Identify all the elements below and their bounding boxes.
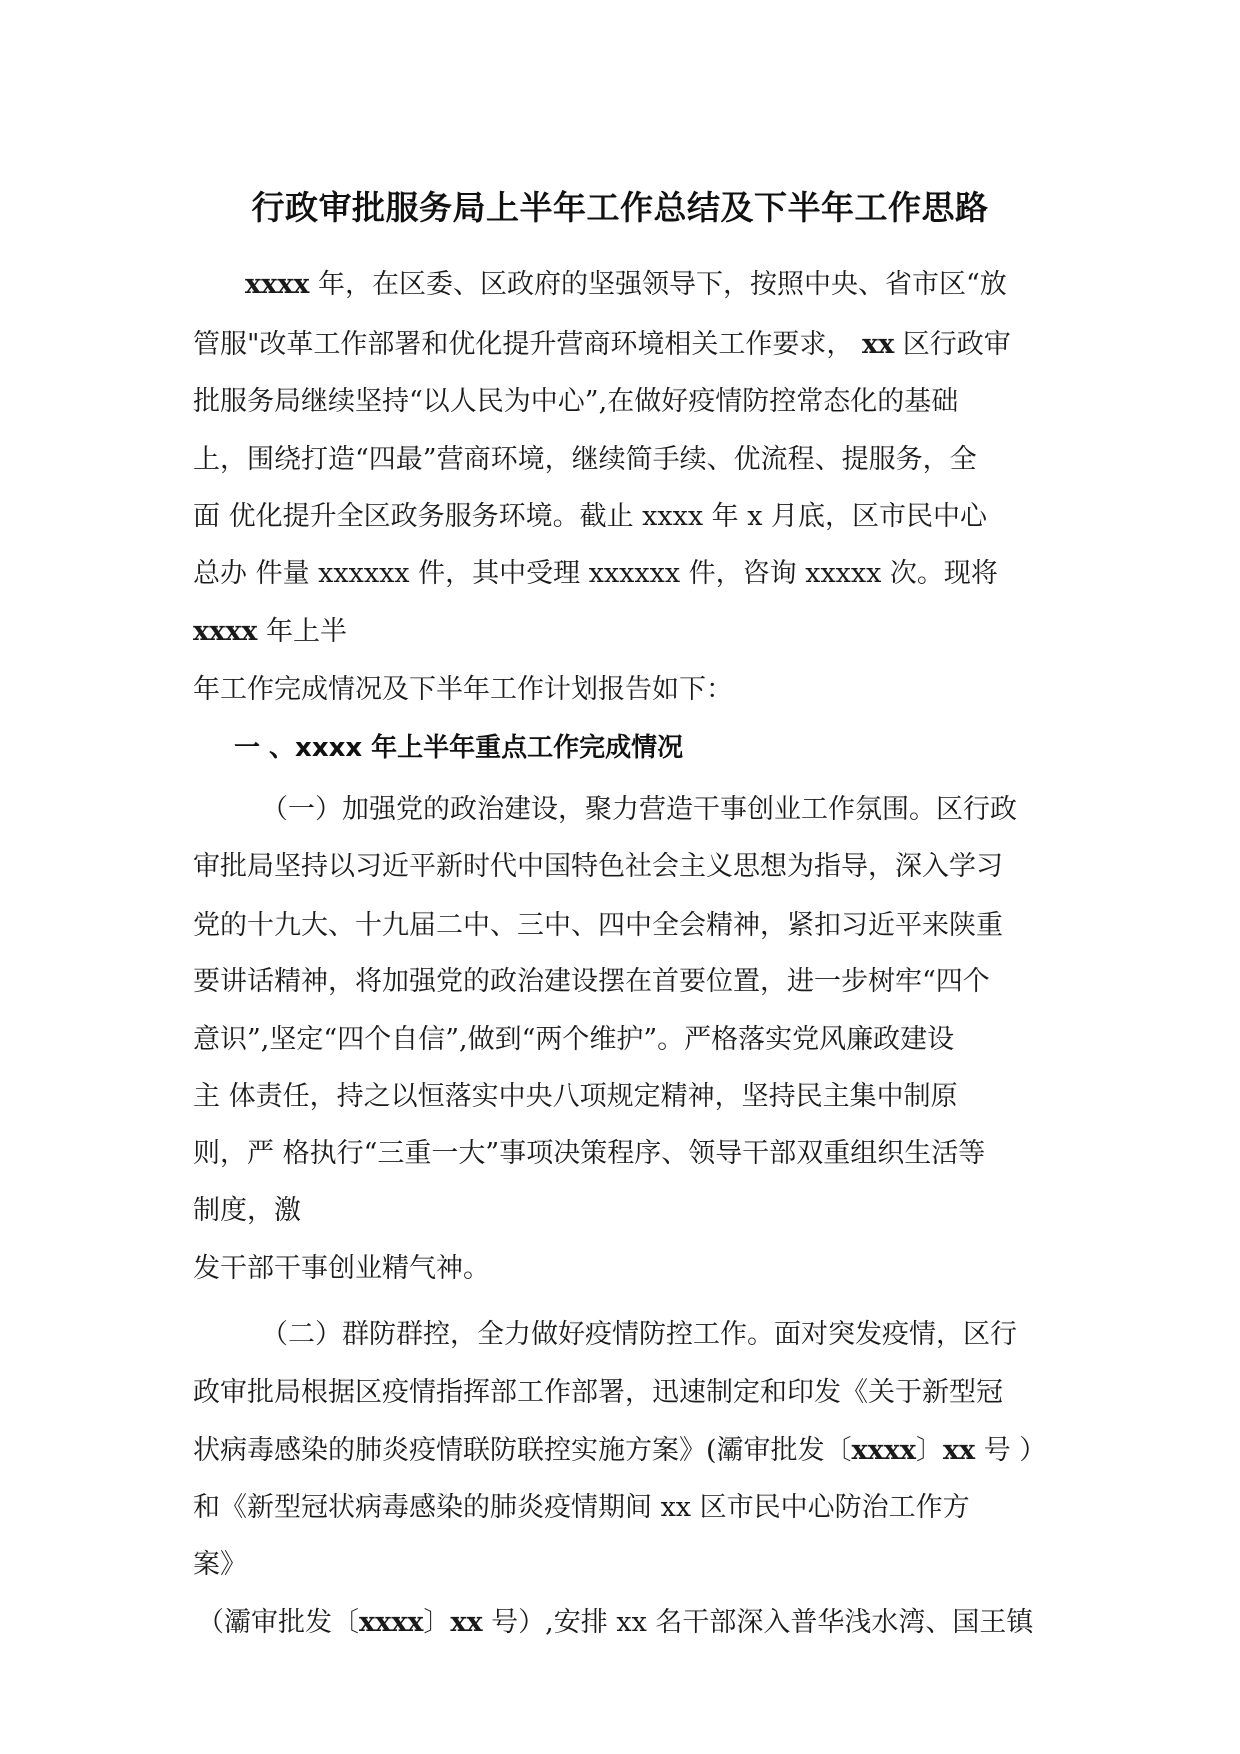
- para2-line-3: [193, 1431, 1046, 1471]
- para2-line-1: （二）群防群控，全力做好疫情防控工作。面对突发疫情，区行: [261, 1319, 1017, 1350]
- intro-line-6: 总办 件量 xxxxxx 件，其中受理 xxxxxx 件，咨询 xxxxx 次。现将: [193, 558, 998, 589]
- para1-line-8: 制度，激: [193, 1195, 301, 1226]
- para2-line-2: 政审批局根据区疫情指挥部工作部署，迅速制定和印发《关于新型冠: [193, 1377, 1003, 1408]
- para-text: 号）,安排 xx 名干部深入普华浅水湾、国王镇: [482, 1607, 1034, 1638]
- intro-text: 管服"改革工作部署和优化提升营商环境相关工作要求，: [193, 329, 863, 360]
- intro-line-5: 面 优化提升全区政务服务环境。截止 xxxx 年 x 月底，区市民中心: [193, 501, 988, 532]
- para1-line-6: 主 体责任，持之以恒落实中央八项规定精神，坚持民主集中制原: [193, 1081, 958, 1112]
- para2-line-4: 和《新型冠状病毒感染的肺炎疫情期间 xx 区市民中心防治工作方: [193, 1492, 970, 1523]
- intro-text: 年，在区委、区政府的坚强领导下，按照中央、省市区“放: [309, 269, 1007, 300]
- para1-line-5: 意识”,坚定“四个自信”,做到“两个维护”。严格落实党风廉政建设: [193, 1024, 955, 1055]
- para-text: 〕: [423, 1607, 451, 1638]
- intro-line-8: 年工作完成情况及下半年工作计划报告如下：: [193, 674, 733, 705]
- para2-line-6: [197, 1603, 1033, 1643]
- intro-text: 年上半: [257, 616, 347, 647]
- para-text: 状病毒感染的肺炎疫情联防联控实施方案》(灞审批发〔: [193, 1435, 852, 1466]
- document-title: 行政审批服务局上半年工作总结及下半年工作思路: [251, 188, 989, 227]
- para-text: 〕: [915, 1435, 943, 1466]
- intro-line-7: [193, 612, 347, 652]
- year-placeholder: xxxx: [851, 1435, 916, 1466]
- section-heading-1: 一 、xxxx 年上半年重点工作完成情况: [234, 733, 684, 763]
- intro-line-4: 上，围绕打造“四最”营商环境，继续简手续、优流程、提服务，全: [193, 444, 977, 475]
- intro-line-2: [193, 325, 1011, 365]
- para1-line-3: 党的十九大、十九届二中、三中、四中全会精神，紧扣习近平来陕重: [193, 910, 1003, 941]
- para1-line-1: （一）加强党的政治建设，聚力营造干事创业工作氛围。区行政: [261, 794, 1017, 825]
- para1-line-4: 要讲话精神，将加强党的政治建设摆在首要位置，进一步树牢“四个: [193, 966, 990, 997]
- year-placeholder: xxxx: [245, 269, 310, 300]
- number-placeholder: xx: [942, 1435, 976, 1466]
- para-text: （灞审批发〔: [197, 1607, 359, 1638]
- para1-line-9: 发干部干事创业精气神。: [193, 1253, 490, 1284]
- number-placeholder: xx: [450, 1607, 483, 1638]
- year-placeholder: xxxx: [359, 1607, 424, 1638]
- intro-line-3: 批服务局继续坚持“以人民为中心”,在做好疫情防控常态化的基础: [193, 386, 959, 417]
- para1-line-7: 则，严 格执行“三重一大”事项决策程序、领导干部双重组织生活等: [193, 1138, 986, 1169]
- para1-line-2: 审批局坚持以习近平新时代中国特色社会主义思想为指导，深入学习: [193, 851, 1003, 882]
- para-text: 号 ）: [975, 1435, 1047, 1466]
- intro-line-1: [245, 265, 1007, 305]
- para2-line-5: 案》: [193, 1549, 247, 1580]
- year-placeholder: xxxx: [193, 616, 258, 647]
- intro-text: 区行政审: [894, 329, 1011, 360]
- district-placeholder: xx: [862, 329, 895, 360]
